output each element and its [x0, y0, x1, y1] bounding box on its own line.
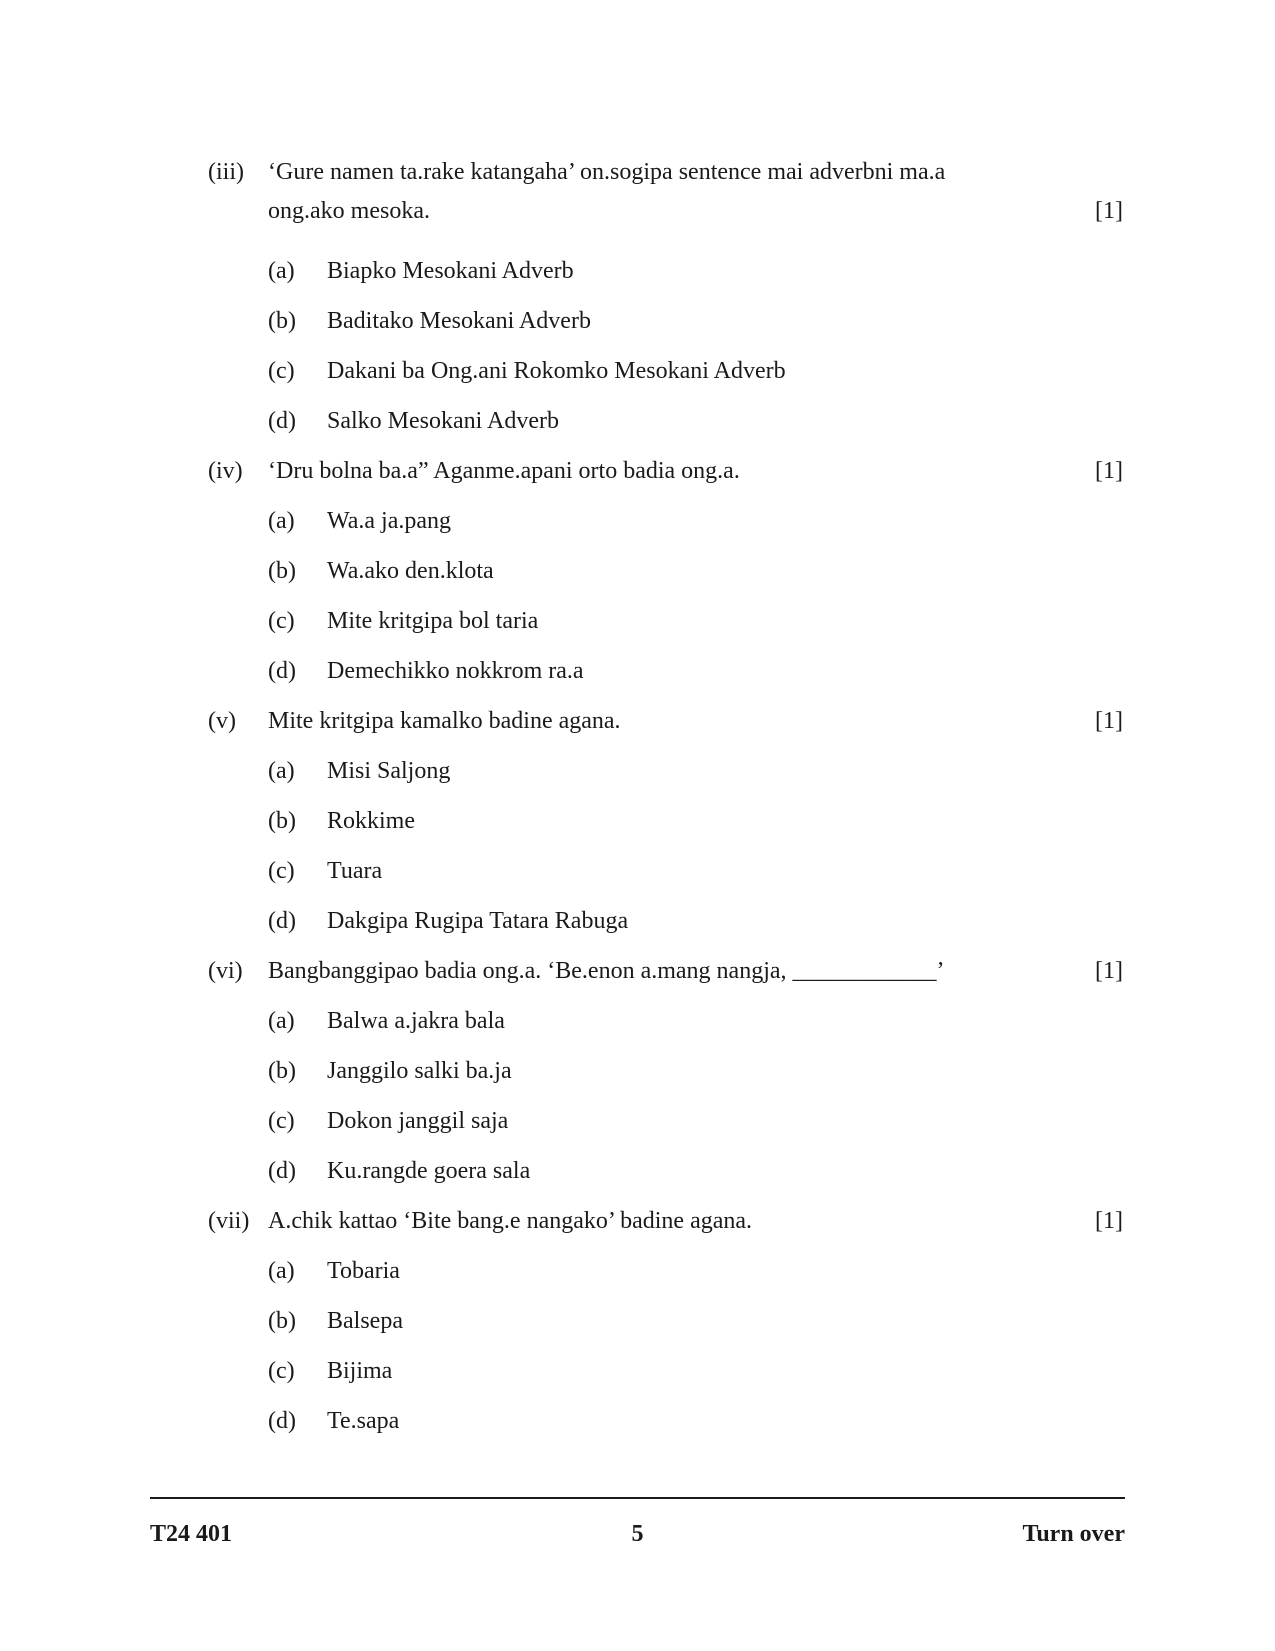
option-label: (a) — [268, 508, 295, 534]
option-label: (d) — [268, 908, 296, 934]
question-text: ‘Dru bolna ba.a” Aganme.apani orto badia ong.a. — [268, 458, 740, 484]
question-marks: [1] — [1095, 198, 1123, 224]
option-text: Mite kritgipa bol taria — [327, 608, 539, 634]
paper-code: T24 401 — [150, 1521, 233, 1547]
option-text: Biapko Mesokani Adverb — [327, 258, 574, 284]
question-number: (iv) — [208, 458, 243, 484]
option-text: Wa.a ja.pang — [327, 508, 452, 534]
question-text: A.chik kattao ‘Bite bang.e nangako’ badine agana. — [268, 1208, 753, 1234]
question-text: ‘Gure namen ta.rake katangaha’ on.sogipa sentence mai adverbni ma.a — [268, 159, 946, 185]
option-label: (a) — [268, 258, 295, 284]
option-text: Salko Mesokani Adverb — [327, 408, 559, 434]
option-text: Tuara — [327, 858, 383, 884]
option-label: (d) — [268, 408, 296, 434]
option-label: (c) — [268, 608, 295, 634]
question-number: (v) — [208, 708, 236, 734]
option-text: Tobaria — [327, 1258, 400, 1284]
option-text: Misi Saljong — [327, 758, 451, 784]
option-text: Balsepa — [327, 1308, 403, 1334]
question-number: (iii) — [208, 159, 244, 185]
page-number: 5 — [631, 1521, 644, 1547]
option-text: Ku.rangde goera sala — [327, 1158, 531, 1184]
option-label: (b) — [268, 308, 296, 334]
question-number: (vi) — [208, 958, 243, 984]
question-text: Mite kritgipa kamalko badine agana. — [268, 708, 621, 734]
question-marks: [1] — [1095, 958, 1123, 984]
option-text: Te.sapa — [327, 1408, 400, 1434]
option-label: (c) — [268, 358, 295, 384]
option-label: (a) — [268, 758, 295, 784]
question-number: (vii) — [208, 1208, 250, 1234]
option-label: (d) — [268, 1408, 296, 1434]
footer-divider — [150, 1497, 1125, 1499]
option-label: (c) — [268, 1108, 295, 1134]
option-label: (b) — [268, 558, 296, 584]
option-label: (d) — [268, 1158, 296, 1184]
option-label: (d) — [268, 658, 296, 684]
option-label: (b) — [268, 1308, 296, 1334]
option-label: (b) — [268, 1058, 296, 1084]
option-text: Dakani ba Ong.ani Rokomko Mesokani Adverb — [327, 358, 786, 384]
option-label: (a) — [268, 1008, 295, 1034]
option-text: Dakgipa Rugipa Tatara Rabuga — [327, 908, 629, 934]
option-text: Wa.ako den.klota — [327, 558, 494, 584]
option-text: Baditako Mesokani Adverb — [327, 308, 591, 334]
question-text: ong.ako mesoka. — [268, 198, 430, 224]
question-marks: [1] — [1095, 708, 1123, 734]
question-marks: [1] — [1095, 1208, 1123, 1234]
question-text: Bangbanggipao badia ong.a. ‘Be.enon a.mang nangja, ____________’ — [268, 958, 945, 984]
option-text: Bijima — [327, 1358, 393, 1384]
option-text: Dokon janggil saja — [327, 1108, 509, 1134]
option-text: Rokkime — [327, 808, 415, 834]
option-text: Balwa a.jakra bala — [327, 1008, 505, 1034]
option-label: (c) — [268, 1358, 295, 1384]
option-text: Demechikko nokkrom ra.a — [327, 658, 584, 684]
question-marks: [1] — [1095, 458, 1123, 484]
option-label: (b) — [268, 808, 296, 834]
turn-over-label: Turn over — [1022, 1521, 1125, 1547]
option-label: (c) — [268, 858, 295, 884]
option-label: (a) — [268, 1258, 295, 1284]
option-text: Janggilo salki ba.ja — [327, 1058, 512, 1084]
